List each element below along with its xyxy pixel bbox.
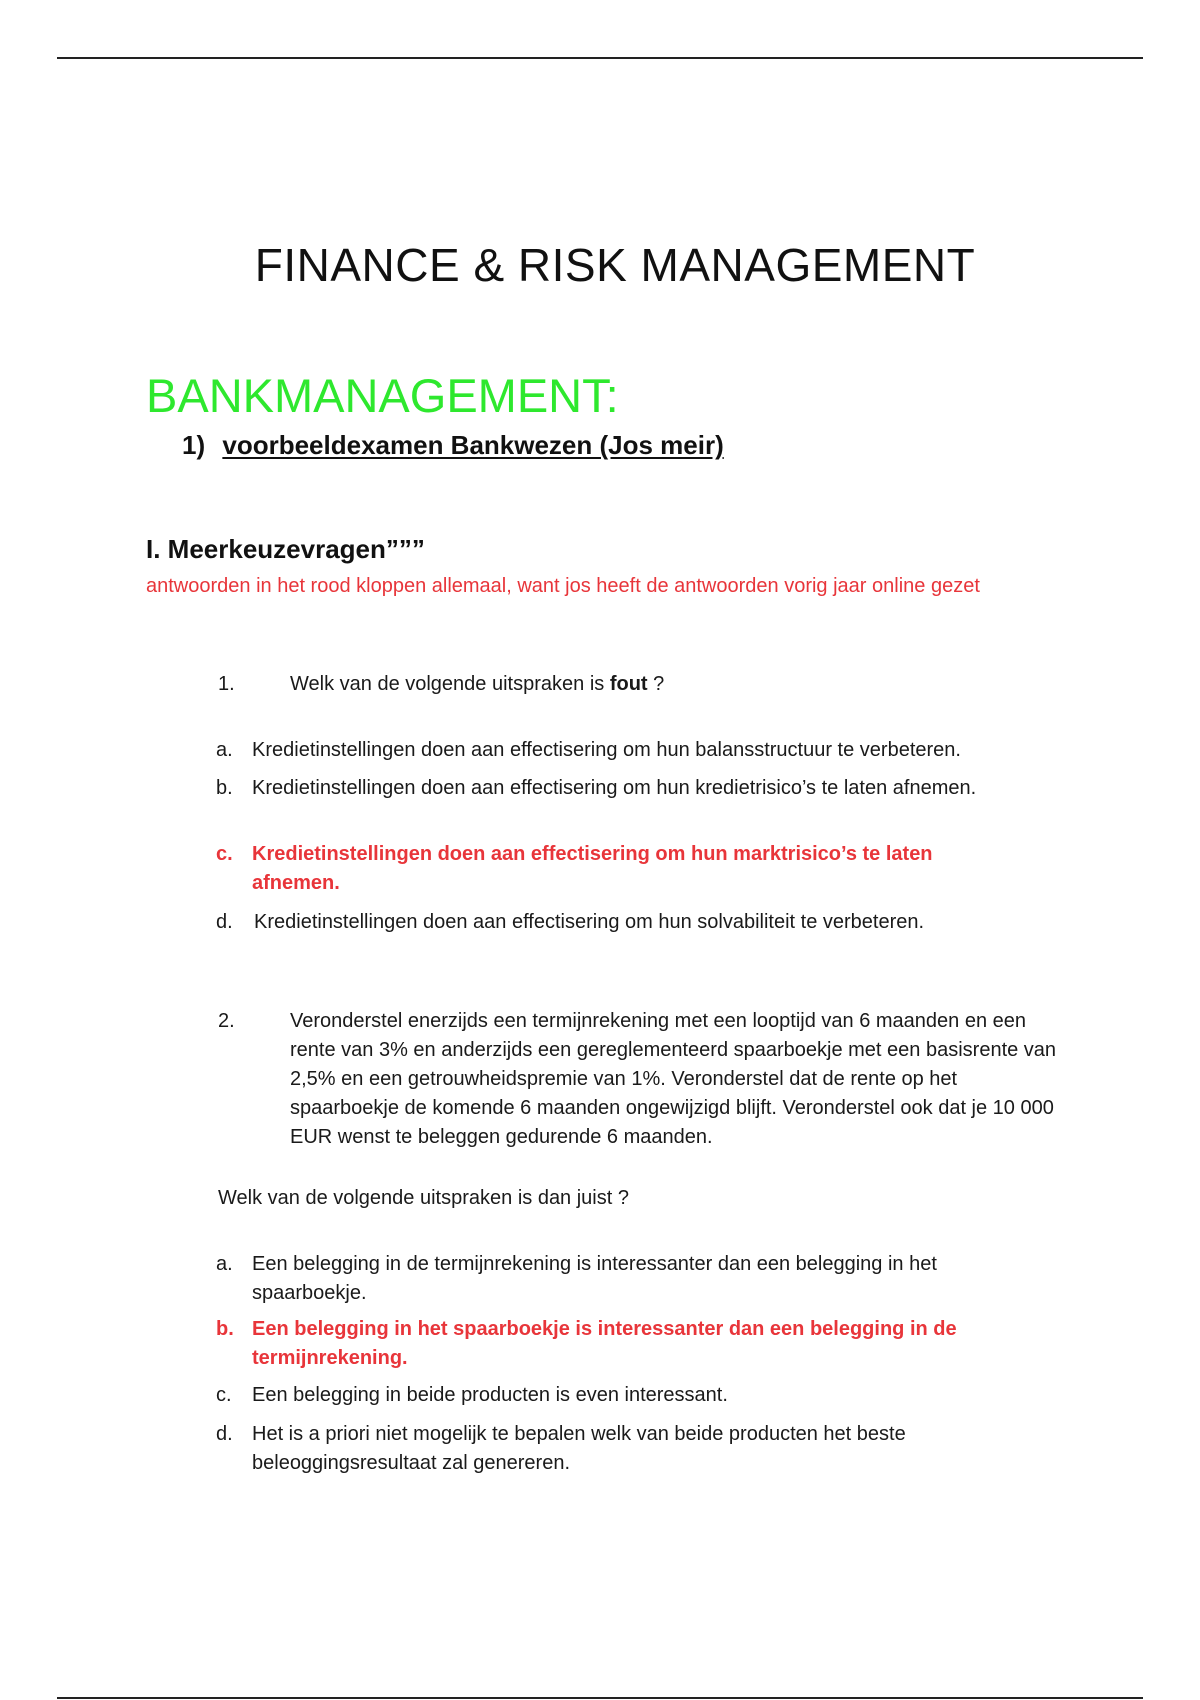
header-rule (57, 57, 1143, 59)
question-text: Veronderstel enerzijds een termijnrekening met een looptijd van 6 maanden en een rente van 3% en anderzijds een gereglementeerd spaarboekje met een basisrente van 2,5% en een getrouwheidspremie van 1%. Veronderstel dat de rente op het spaarboekje de komende 6 maanden ongewijzigd blijft. Veronderstel ook dat je 10 000 EUR wenst te beleggen gedurende 6 maanden. (290, 1010, 1057, 1148)
subheading-text: voorbeeldexamen Bankwezen (Jos meir) (222, 430, 724, 460)
document-title: FINANCE & RISK MANAGEMENT (254, 239, 976, 291)
subheading (182, 430, 724, 461)
subheading-number: 1) (182, 430, 206, 460)
footer-rule (57, 1697, 1143, 1699)
answer-note: antwoorden in het rood kloppen allemaal, want jos heeft de antwoorden vorig jaar online gezet (146, 575, 980, 597)
question-number: 2. (218, 1010, 235, 1032)
section-heading: BANKMANAGEMENT: (146, 369, 619, 422)
question-number: 1. (218, 673, 235, 695)
question-text: Welk van de volgende uitspraken is fout ? (290, 673, 665, 695)
question-2-followup: Welk van de volgende uitspraken is dan juist ? (218, 1187, 629, 1209)
part-heading: I. Meerkeuzevragen””” (146, 534, 425, 564)
